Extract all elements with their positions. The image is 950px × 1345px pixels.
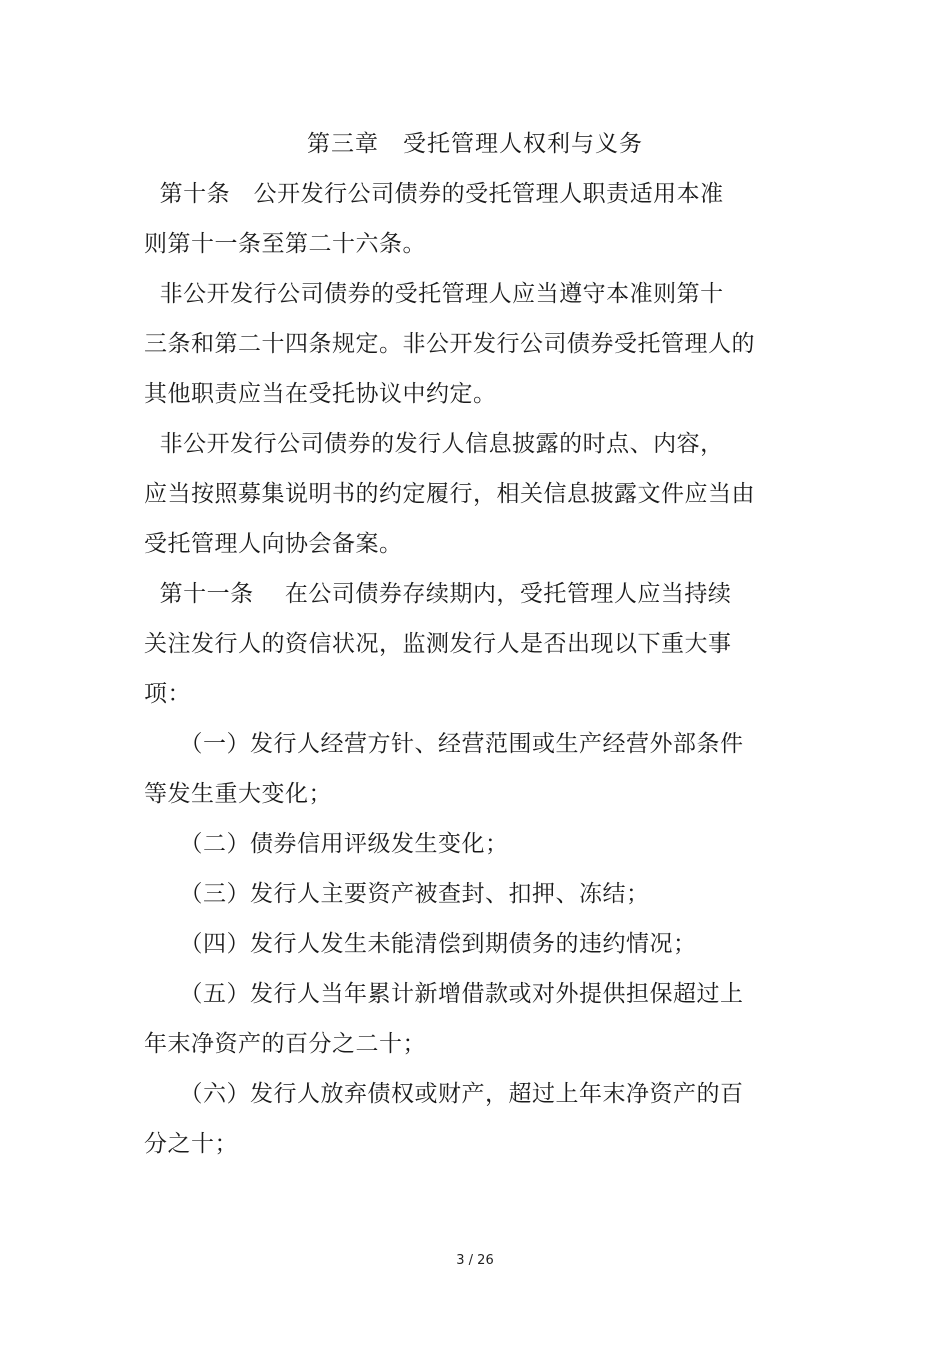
text-line: （一）发行人经营方针、经营范围或生产经营外部条件	[144, 731, 744, 757]
text-line: （四）发行人发生未能清偿到期债务的违约情况；	[144, 931, 697, 957]
text-line: （二）债券信用评级发生变化；	[144, 831, 509, 857]
text-line: 第十条 公开发行公司债券的受托管理人职责适用本准	[144, 181, 724, 207]
text-line: （三）发行人主要资产被查封、扣押、冻结；	[144, 881, 650, 907]
text-line: （六）发行人放弃债权或财产，超过上年末净资产的百	[144, 1081, 744, 1107]
text-line: 年末净资产的百分之二十；	[144, 1031, 426, 1057]
text-line: 关注发行人的资信状况，监测发行人是否出现以下重大事	[144, 631, 732, 657]
text-line: 第十一条 在公司债券存续期内，受托管理人应当持续	[144, 581, 732, 607]
text-line: 等发生重大变化；	[144, 781, 332, 807]
text-line: 则第十一条至第二十六条。	[144, 231, 426, 257]
text-line: 三条和第二十四条规定。非公开发行公司债券受托管理人的	[144, 331, 755, 357]
text-line: 非公开发行公司债券的受托管理人应当遵守本准则第十	[144, 281, 724, 307]
chapter-title: 第三章 受托管理人权利与义务	[307, 131, 643, 157]
text-line: 项：	[144, 681, 191, 707]
text-line: 其他职责应当在受托协议中约定。	[144, 381, 497, 407]
text-line: 受托管理人向协会备案。	[144, 531, 403, 557]
text-line: （五）发行人当年累计新增借款或对外提供担保超过上	[144, 981, 744, 1007]
text-line: 分之十；	[144, 1131, 238, 1157]
text-line: 非公开发行公司债券的发行人信息披露的时点、内容，	[144, 431, 724, 457]
text-line: 应当按照募集说明书的约定履行，相关信息披露文件应当由	[144, 481, 755, 507]
page-number: 3 / 26	[456, 1253, 494, 1268]
